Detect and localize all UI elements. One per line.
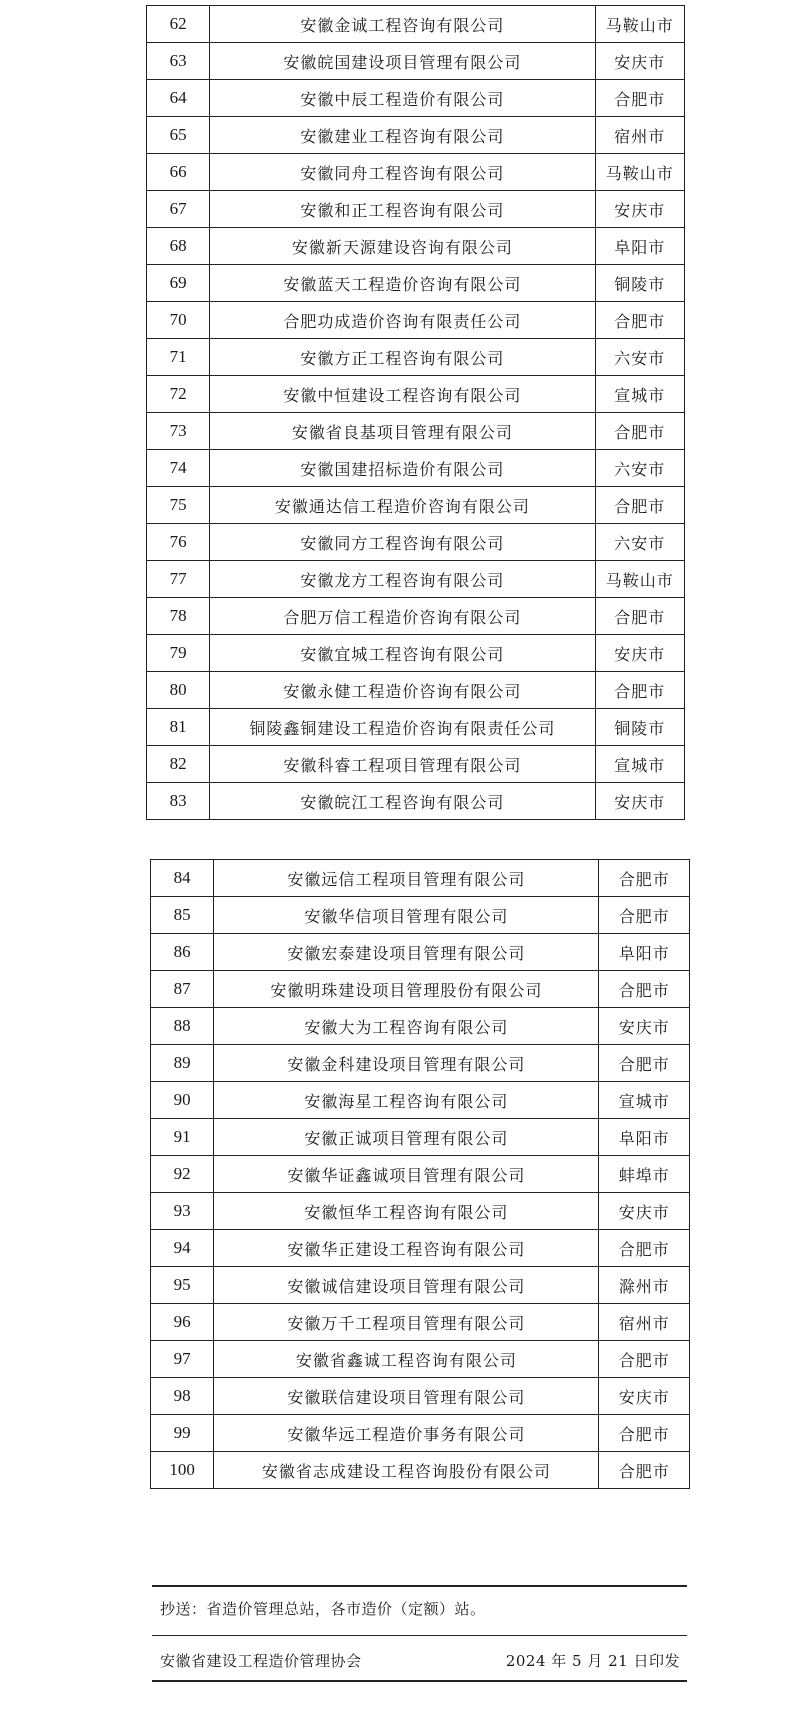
- row-number: 86: [151, 934, 214, 971]
- table-row: [147, 80, 685, 117]
- row-number: 97: [151, 1341, 214, 1378]
- company-name: 安徽方正工程咨询有限公司: [210, 339, 595, 376]
- city-name: 阜阳市: [599, 934, 690, 971]
- table-row: [147, 228, 685, 265]
- city-name: 铜陵市: [595, 265, 685, 302]
- row-number: 69: [147, 265, 210, 302]
- company-name: 安徽国建招标造价有限公司: [210, 450, 595, 487]
- table-row: [151, 1045, 690, 1082]
- company-name: 安徽中辰工程造价有限公司: [210, 80, 595, 117]
- footer-middle-rule: [152, 1635, 687, 1636]
- city-name: 蚌埠市: [599, 1156, 690, 1193]
- row-number: 100: [151, 1452, 214, 1489]
- company-name: 安徽皖江工程咨询有限公司: [210, 783, 595, 820]
- table-row: [147, 376, 685, 413]
- issue-date: 2024 年 5 月 21 日印发: [505, 1652, 680, 1670]
- city-name: 安庆市: [595, 783, 685, 820]
- company-name: 合肥万信工程造价咨询有限公司: [210, 598, 595, 635]
- table-row: [147, 524, 685, 561]
- row-number: 90: [151, 1082, 214, 1119]
- company-name: 铜陵鑫铜建设工程造价咨询有限责任公司: [210, 709, 595, 746]
- table-row: [151, 1304, 690, 1341]
- city-name: 合肥市: [599, 971, 690, 1008]
- row-number: 75: [147, 487, 210, 524]
- row-number: 95: [151, 1267, 214, 1304]
- company-name: 安徽皖国建设项目管理有限公司: [210, 43, 595, 80]
- table-row: [151, 1156, 690, 1193]
- company-name: 安徽大为工程咨询有限公司: [214, 1008, 599, 1045]
- city-name: 合肥市: [599, 1415, 690, 1452]
- city-name: 合肥市: [595, 302, 685, 339]
- city-name: 宣城市: [595, 376, 685, 413]
- table-row: [147, 598, 685, 635]
- city-name: 安庆市: [599, 1378, 690, 1415]
- company-name: 安徽通达信工程造价咨询有限公司: [210, 487, 595, 524]
- company-name: 安徽科睿工程项目管理有限公司: [210, 746, 595, 783]
- city-name: 宣城市: [599, 1082, 690, 1119]
- row-number: 65: [147, 117, 210, 154]
- table-row: [147, 339, 685, 376]
- city-name: 滁州市: [599, 1267, 690, 1304]
- city-name: 合肥市: [595, 598, 685, 635]
- copy-to-line: 抄送：省造价管理总站，各市造价（定额）站。: [160, 1600, 486, 1618]
- company-name: 安徽联信建设项目管理有限公司: [214, 1378, 599, 1415]
- row-number: 71: [147, 339, 210, 376]
- table-row: [151, 1452, 690, 1489]
- city-name: 马鞍山市: [595, 154, 685, 191]
- table-row: [151, 897, 690, 934]
- row-number: 93: [151, 1193, 214, 1230]
- row-number: 79: [147, 635, 210, 672]
- company-name: 安徽蓝天工程造价咨询有限公司: [210, 265, 595, 302]
- city-name: 马鞍山市: [595, 6, 685, 43]
- table-row: [151, 1267, 690, 1304]
- table-row: [151, 1193, 690, 1230]
- city-name: 铜陵市: [595, 709, 685, 746]
- table-row: [147, 561, 685, 598]
- row-number: 70: [147, 302, 210, 339]
- company-name: 安徽万千工程项目管理有限公司: [214, 1304, 599, 1341]
- table-row: [147, 487, 685, 524]
- company-name: 安徽华远工程造价事务有限公司: [214, 1415, 599, 1452]
- table-row: [147, 450, 685, 487]
- row-number: 99: [151, 1415, 214, 1452]
- table-row: [147, 746, 685, 783]
- table-row: [147, 265, 685, 302]
- company-name: 安徽同舟工程咨询有限公司: [210, 154, 595, 191]
- footer-bottom-rule: [152, 1680, 687, 1682]
- city-name: 合肥市: [595, 413, 685, 450]
- company-table-part-1-body: [147, 6, 685, 820]
- company-name: 安徽华正建设工程咨询有限公司: [214, 1230, 599, 1267]
- city-name: 宿州市: [595, 117, 685, 154]
- city-name: 六安市: [595, 450, 685, 487]
- company-name: 安徽和正工程咨询有限公司: [210, 191, 595, 228]
- company-name: 安徽远信工程项目管理有限公司: [214, 860, 599, 897]
- table-row: [147, 154, 685, 191]
- company-table-part-1: [146, 5, 685, 820]
- footer-top-rule: [152, 1585, 687, 1587]
- table-row: [147, 783, 685, 820]
- row-number: 78: [147, 598, 210, 635]
- table-row: [147, 302, 685, 339]
- city-name: 合肥市: [595, 487, 685, 524]
- table-row: [147, 43, 685, 80]
- table-row: [151, 1230, 690, 1267]
- city-name: 合肥市: [595, 80, 685, 117]
- city-name: 安庆市: [599, 1008, 690, 1045]
- company-name: 安徽省良基项目管理有限公司: [210, 413, 595, 450]
- company-name: 安徽省志成建设工程咨询股份有限公司: [214, 1452, 599, 1489]
- row-number: 62: [147, 6, 210, 43]
- row-number: 92: [151, 1156, 214, 1193]
- row-number: 66: [147, 154, 210, 191]
- company-name: 安徽明珠建设项目管理股份有限公司: [214, 971, 599, 1008]
- city-name: 马鞍山市: [595, 561, 685, 598]
- row-number: 63: [147, 43, 210, 80]
- company-name: 安徽金科建设项目管理有限公司: [214, 1045, 599, 1082]
- city-name: 合肥市: [599, 1452, 690, 1489]
- table-row: [151, 1341, 690, 1378]
- table-row: [151, 1082, 690, 1119]
- row-number: 77: [147, 561, 210, 598]
- city-name: 六安市: [595, 524, 685, 561]
- row-number: 87: [151, 971, 214, 1008]
- city-name: 合肥市: [595, 672, 685, 709]
- table-row: [147, 413, 685, 450]
- company-name: 安徽华证鑫诚项目管理有限公司: [214, 1156, 599, 1193]
- table-row: [151, 971, 690, 1008]
- table-row: [151, 1119, 690, 1156]
- city-name: 合肥市: [599, 860, 690, 897]
- row-number: 85: [151, 897, 214, 934]
- row-number: 83: [147, 783, 210, 820]
- company-name: 安徽中恒建设工程咨询有限公司: [210, 376, 595, 413]
- company-name: 安徽海星工程咨询有限公司: [214, 1082, 599, 1119]
- row-number: 67: [147, 191, 210, 228]
- city-name: 安庆市: [595, 191, 685, 228]
- company-table-part-2-body: [151, 860, 690, 1489]
- table-row: [147, 191, 685, 228]
- company-name: 安徽同方工程咨询有限公司: [210, 524, 595, 561]
- city-name: 合肥市: [599, 1341, 690, 1378]
- row-number: 82: [147, 746, 210, 783]
- company-name: 安徽正诚项目管理有限公司: [214, 1119, 599, 1156]
- company-name: 安徽华信项目管理有限公司: [214, 897, 599, 934]
- row-number: 80: [147, 672, 210, 709]
- table-row: [147, 117, 685, 154]
- table-row: [151, 1415, 690, 1452]
- row-number: 84: [151, 860, 214, 897]
- row-number: 74: [147, 450, 210, 487]
- company-name: 安徽宜城工程咨询有限公司: [210, 635, 595, 672]
- table-row: [151, 1378, 690, 1415]
- table-row: [147, 709, 685, 746]
- company-table-part-2: [150, 859, 690, 1489]
- table-row: [151, 860, 690, 897]
- city-name: 六安市: [595, 339, 685, 376]
- issuer-name: 安徽省建设工程造价管理协会: [160, 1652, 362, 1670]
- city-name: 安庆市: [595, 43, 685, 80]
- company-name: 安徽诚信建设项目管理有限公司: [214, 1267, 599, 1304]
- row-number: 89: [151, 1045, 214, 1082]
- row-number: 94: [151, 1230, 214, 1267]
- city-name: 阜阳市: [599, 1119, 690, 1156]
- city-name: 宣城市: [595, 746, 685, 783]
- table-row: [147, 672, 685, 709]
- row-number: 88: [151, 1008, 214, 1045]
- city-name: 合肥市: [599, 1230, 690, 1267]
- city-name: 合肥市: [599, 1045, 690, 1082]
- row-number: 76: [147, 524, 210, 561]
- city-name: 宿州市: [599, 1304, 690, 1341]
- row-number: 96: [151, 1304, 214, 1341]
- table-row: [147, 635, 685, 672]
- row-number: 81: [147, 709, 210, 746]
- row-number: 64: [147, 80, 210, 117]
- company-name: 合肥功成造价咨询有限责任公司: [210, 302, 595, 339]
- company-name: 安徽宏泰建设项目管理有限公司: [214, 934, 599, 971]
- company-name: 安徽永健工程造价咨询有限公司: [210, 672, 595, 709]
- row-number: 98: [151, 1378, 214, 1415]
- city-name: 合肥市: [599, 897, 690, 934]
- company-name: 安徽龙方工程咨询有限公司: [210, 561, 595, 598]
- company-name: 安徽恒华工程咨询有限公司: [214, 1193, 599, 1230]
- row-number: 68: [147, 228, 210, 265]
- table-row: [147, 6, 685, 43]
- company-name: 安徽新天源建设咨询有限公司: [210, 228, 595, 265]
- row-number: 73: [147, 413, 210, 450]
- city-name: 安庆市: [599, 1193, 690, 1230]
- city-name: 阜阳市: [595, 228, 685, 265]
- company-name: 安徽省鑫诚工程咨询有限公司: [214, 1341, 599, 1378]
- table-row: [151, 1008, 690, 1045]
- row-number: 72: [147, 376, 210, 413]
- city-name: 安庆市: [595, 635, 685, 672]
- row-number: 91: [151, 1119, 214, 1156]
- company-name: 安徽金诚工程咨询有限公司: [210, 6, 595, 43]
- company-name: 安徽建业工程咨询有限公司: [210, 117, 595, 154]
- table-row: [151, 934, 690, 971]
